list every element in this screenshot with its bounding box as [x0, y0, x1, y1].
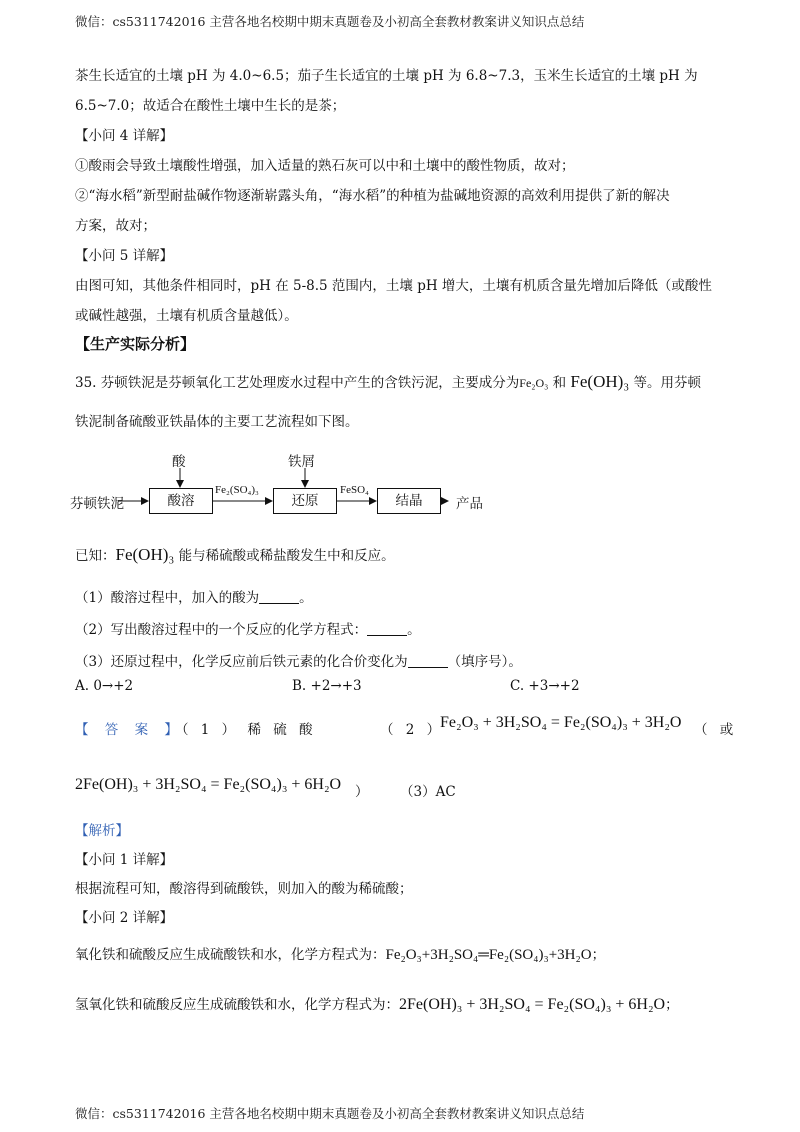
paragraph-line: 茶生长适宜的土壤 pH 为 4.0~6.5；茄子生长适宜的土壤 pH 为 6.8~7.3，玉米生长适宜的土壤 pH 为	[75, 68, 698, 84]
page-header: 微信：cs5311742016 主营各地名校期中期末真题卷及小初高全套教材教案讲义知识点总结	[75, 14, 585, 29]
option-c: C. +3→+2	[510, 678, 580, 694]
answer-part-3: （3）AC	[400, 784, 456, 800]
known-condition: 已知：Fe(OH)₃ 能与稀硫酸或稀盐酸发生中和反应。	[75, 545, 395, 564]
flow-acid-input: 酸	[172, 454, 186, 470]
formula-feoh3: Fe(OH)₃	[115, 545, 175, 564]
flow-box-crystallize: 结晶	[377, 488, 441, 514]
answer-blank[interactable]	[408, 653, 448, 668]
sub-question-2: （2）写出酸溶过程中的一个反应的化学方程式： 。	[75, 622, 421, 638]
answer-equation-2: 2Fe(OH)₃ + 3H₂SO₄ = Fe₂(SO₄)₃ + 6H₂O	[75, 776, 342, 793]
page-footer: 微信：cs5311742016 主营各地名校期中期末真题卷及小初高全套教材教案讲义知识点总结	[75, 1106, 585, 1121]
analysis-equation-2: 2Fe(OH)₃ + 3H₂SO₄ = Fe₂(SO₄)₃ + 6H₂O	[399, 996, 666, 1013]
paragraph-line: 或碱性越强，土壤有机质含量越低）。	[75, 308, 298, 324]
formula-feoh3: Fe(OH)₃	[570, 372, 630, 391]
analysis-tag: 【解析】	[75, 823, 129, 839]
answer-part-2-label: （ 2 ）	[380, 722, 445, 738]
answer-tag: 【 答 案 】	[75, 722, 184, 738]
answer-blank[interactable]	[259, 589, 299, 604]
paragraph-line: 6.5~7.0；故适合在酸性土壤中生长的是茶；	[75, 98, 346, 114]
question-35-intro: 35. 芬顿铁泥是芬顿氧化工艺处理废水过程中产生的含铁污泥，主要成分为Fe₂O₃ 和 Fe(OH)₃ 等。用芬顿	[75, 372, 702, 391]
sub-question-heading: 【小问 2 详解】	[75, 910, 174, 926]
answer-close: ）	[355, 784, 369, 800]
sub-question-1: （1）酸溶过程中，加入的酸为 。	[75, 590, 313, 606]
flow-arrow-label-1: Fe₂(SO₄)₃	[215, 484, 259, 496]
option-a: A. 0→+2	[75, 678, 134, 694]
sub-question-heading: 【小问 1 详解】	[75, 852, 174, 868]
sub-question-3: （3）还原过程中，化学反应前后铁元素的化合价变化为 （填序号）。	[75, 654, 522, 670]
formula-fe2o3: Fe₂O₃	[519, 376, 549, 390]
answer-equation-1: Fe₂O₃ + 3H₂SO₄ = Fe₂(SO₄)₃ + 3H₂O	[440, 714, 682, 731]
paragraph-line: 方案，故对；	[75, 218, 156, 234]
section-title: 【生产实际分析】	[75, 335, 196, 353]
paragraph-line: 根据流程可知，酸溶得到硫酸铁，则加入的酸为稀硫酸；	[75, 881, 413, 897]
flow-box-acid-dissolve: 酸溶	[149, 488, 213, 514]
flow-iron-input: 铁屑	[288, 454, 315, 470]
analysis-equation-line-1: 氧化铁和硫酸反应生成硫酸铁和水，化学方程式为：Fe₂O₃+3H₂SO₄═Fe₂(SO₄)₃+3H₂O；	[75, 947, 606, 963]
paragraph-line: ②“海水稻”新型耐盐碱作物逐渐崭露头角，“海水稻”的种植为盐碱地资源的高效利用提供了新的解决	[75, 188, 670, 204]
analysis-equation-line-2: 氢氧化铁和硫酸反应生成硫酸铁和水，化学方程式为：2Fe(OH)₃ + 3H₂SO₄ = Fe₂(SO₄)₃ + 6H₂O；	[75, 996, 679, 1013]
answer-part-1: （ 1 ） 稀 硫 酸	[175, 722, 317, 738]
analysis-equation-1: Fe₂O₃+3H₂SO₄═Fe₂(SO₄)₃+3H₂O	[385, 947, 592, 963]
flow-start-label: 芬顿铁泥	[70, 496, 124, 512]
answer-blank[interactable]	[367, 621, 407, 636]
paragraph-line: ①酸雨会导致土壤酸性增强，加入适量的熟石灰可以中和土壤中的酸性物质，故对；	[75, 158, 575, 174]
flow-arrow-label-2: FeSO₄	[340, 484, 369, 496]
paragraph-line: 铁泥制备硫酸亚铁晶体的主要工艺流程如下图。	[75, 414, 359, 430]
flow-product-label: 产品	[456, 496, 483, 512]
flow-box-reduce: 还原	[273, 488, 337, 514]
option-b: B. +2→+3	[292, 678, 362, 694]
answer-or: （ 或	[694, 722, 738, 738]
paragraph-line: 由图可知，其他条件相同时，pH 在 5-8.5 范围内，土壤 pH 增大，土壤有机质含量先增加后降低（或酸性	[75, 278, 712, 294]
sub-question-heading: 【小问 4 详解】	[75, 128, 174, 144]
sub-question-heading: 【小问 5 详解】	[75, 248, 174, 264]
process-flow-diagram	[70, 448, 490, 528]
